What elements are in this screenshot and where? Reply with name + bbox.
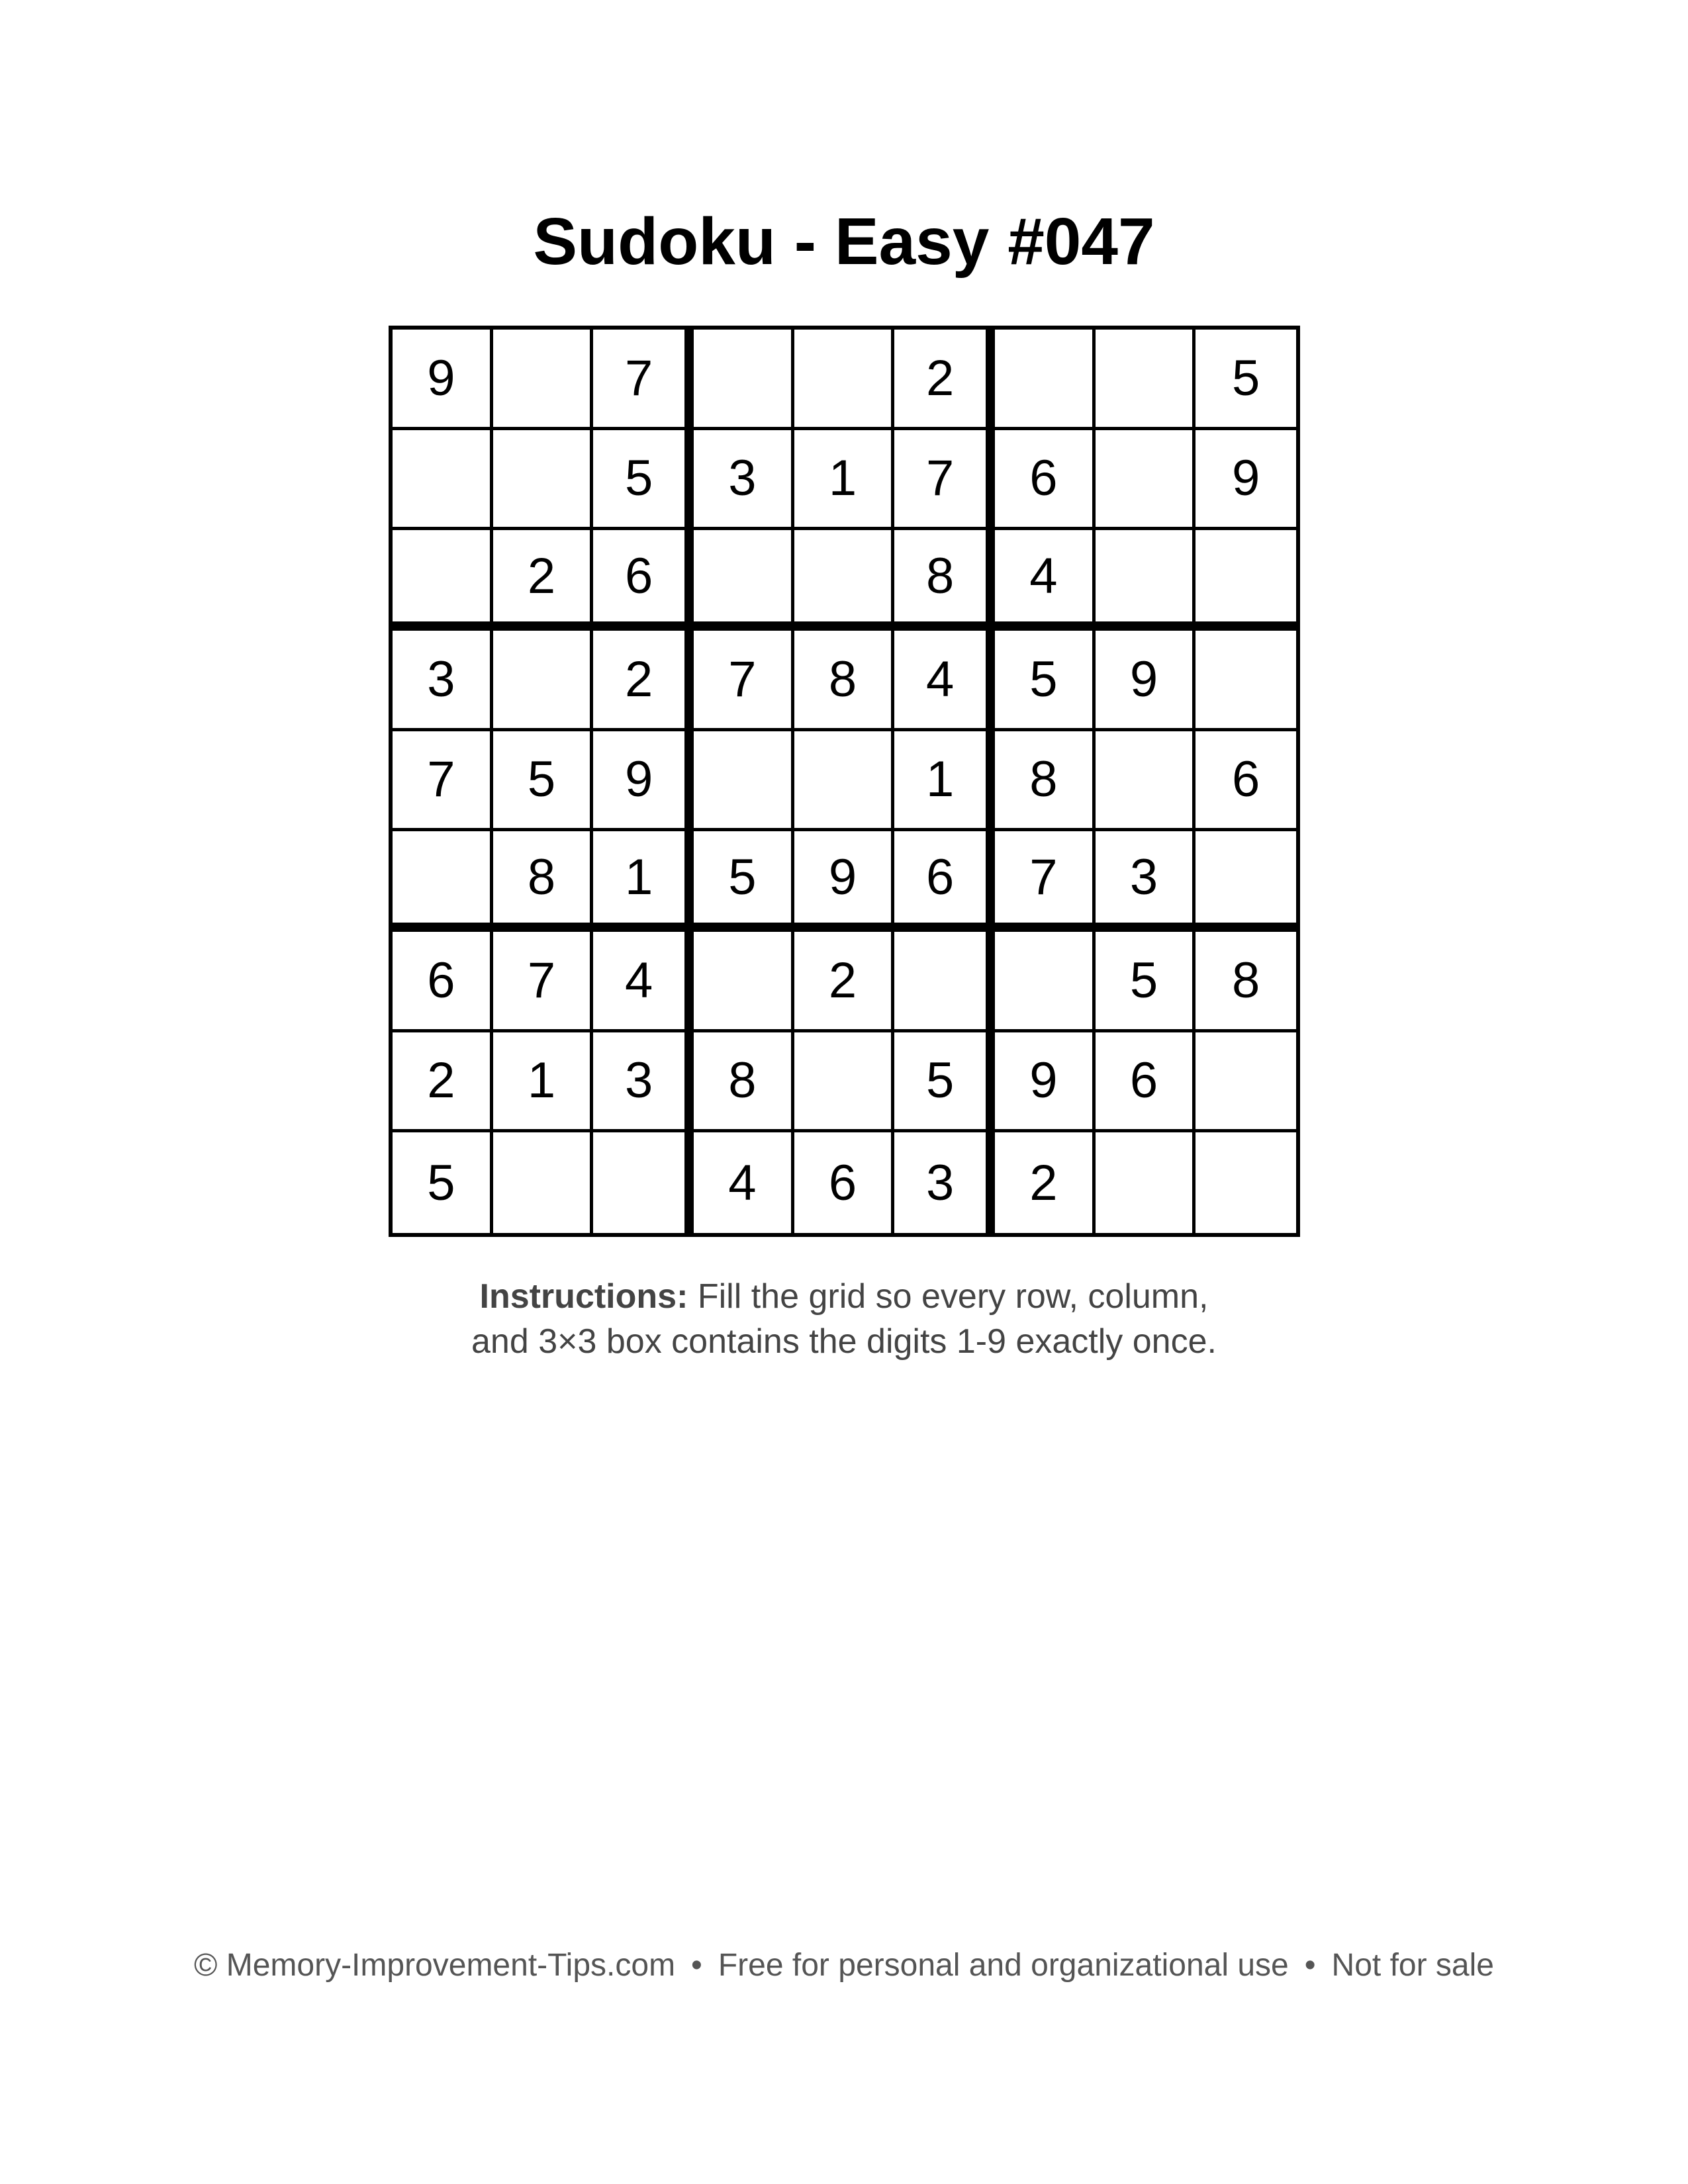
given-cell: 2 — [794, 932, 895, 1032]
given-cell: 2 — [493, 530, 594, 631]
given-cell: 8 — [1196, 932, 1296, 1032]
given-cell: 7 — [694, 631, 794, 731]
given-cell: 4 — [593, 932, 694, 1032]
empty-cell[interactable] — [1196, 1132, 1296, 1233]
given-cell: 5 — [593, 430, 694, 531]
empty-cell[interactable] — [1096, 731, 1196, 832]
instructions-text-1: Fill the grid so every row, column, — [688, 1277, 1209, 1316]
empty-cell[interactable] — [1096, 430, 1196, 531]
empty-cell[interactable] — [794, 731, 895, 832]
given-cell: 2 — [894, 330, 995, 430]
empty-cell[interactable] — [493, 1132, 594, 1233]
given-cell: 8 — [794, 631, 895, 731]
empty-cell[interactable] — [794, 1032, 895, 1133]
given-cell: 8 — [493, 831, 594, 932]
empty-cell[interactable] — [493, 430, 594, 531]
given-cell: 5 — [894, 1032, 995, 1133]
given-cell: 7 — [493, 932, 594, 1032]
empty-cell[interactable] — [593, 1132, 694, 1233]
empty-cell[interactable] — [393, 430, 493, 531]
given-cell: 3 — [593, 1032, 694, 1133]
instructions-line-1 — [0, 1274, 1688, 1319]
empty-cell[interactable] — [794, 330, 895, 430]
empty-cell[interactable] — [995, 330, 1096, 430]
empty-cell[interactable] — [694, 530, 794, 631]
empty-cell[interactable] — [1196, 530, 1296, 631]
empty-cell[interactable] — [493, 330, 594, 430]
given-cell: 6 — [393, 932, 493, 1032]
footer-separator: • — [1304, 1948, 1316, 1983]
given-cell: 1 — [593, 831, 694, 932]
given-cell: 9 — [995, 1032, 1096, 1133]
empty-cell[interactable] — [694, 731, 794, 832]
given-cell: 3 — [1096, 831, 1196, 932]
given-cell: 5 — [1196, 330, 1296, 430]
empty-cell[interactable] — [694, 330, 794, 430]
given-cell: 9 — [1096, 631, 1196, 731]
given-cell: 5 — [1096, 932, 1196, 1032]
empty-cell[interactable] — [694, 932, 794, 1032]
given-cell: 6 — [995, 430, 1096, 531]
given-cell: 2 — [393, 1032, 493, 1133]
given-cell: 4 — [995, 530, 1096, 631]
empty-cell[interactable] — [1196, 831, 1296, 932]
given-cell: 3 — [694, 430, 794, 531]
given-cell: 9 — [1196, 430, 1296, 531]
empty-cell[interactable] — [1096, 330, 1196, 430]
empty-cell[interactable] — [393, 831, 493, 932]
given-cell: 5 — [694, 831, 794, 932]
empty-cell[interactable] — [894, 932, 995, 1032]
given-cell: 9 — [593, 731, 694, 832]
given-cell: 9 — [794, 831, 895, 932]
given-cell: 6 — [894, 831, 995, 932]
given-cell: 5 — [995, 631, 1096, 731]
footer-license: Free for personal and organizational use — [718, 1948, 1289, 1983]
empty-cell[interactable] — [995, 932, 1096, 1032]
empty-cell[interactable] — [393, 530, 493, 631]
given-cell: 7 — [995, 831, 1096, 932]
given-cell: 3 — [894, 1132, 995, 1233]
given-cell: 7 — [393, 731, 493, 832]
given-cell: 2 — [995, 1132, 1096, 1233]
empty-cell[interactable] — [1096, 530, 1196, 631]
given-cell: 4 — [894, 631, 995, 731]
footer-copyright: © Memory-Improvement-Tips.com — [194, 1948, 676, 1983]
sudoku-grid — [389, 326, 1300, 1237]
empty-cell[interactable] — [1196, 1032, 1296, 1133]
given-cell: 6 — [794, 1132, 895, 1233]
given-cell: 6 — [1196, 731, 1296, 832]
given-cell: 1 — [493, 1032, 594, 1133]
page-title: Sudoku - Easy #047 — [533, 205, 1155, 279]
empty-cell[interactable] — [1096, 1132, 1196, 1233]
given-cell: 5 — [393, 1132, 493, 1233]
instructions — [0, 1274, 1688, 1364]
given-cell: 6 — [593, 530, 694, 631]
given-cell: 1 — [794, 430, 895, 531]
given-cell: 5 — [493, 731, 594, 832]
given-cell: 7 — [894, 430, 995, 531]
footer-notice: Not for sale — [1331, 1948, 1494, 1983]
given-cell: 4 — [694, 1132, 794, 1233]
given-cell: 8 — [995, 731, 1096, 832]
footer — [0, 1946, 1688, 1985]
given-cell: 8 — [694, 1032, 794, 1133]
instructions-line-2: and 3×3 box contains the digits 1-9 exactly once. — [471, 1322, 1217, 1361]
footer-separator: • — [691, 1948, 702, 1983]
given-cell: 7 — [593, 330, 694, 430]
given-cell: 1 — [894, 731, 995, 832]
given-cell: 6 — [1096, 1032, 1196, 1133]
given-cell: 2 — [593, 631, 694, 731]
empty-cell[interactable] — [493, 631, 594, 731]
given-cell: 3 — [393, 631, 493, 731]
instructions-label: Instructions: — [479, 1277, 688, 1316]
empty-cell[interactable] — [794, 530, 895, 631]
empty-cell[interactable] — [1196, 631, 1296, 731]
given-cell: 9 — [393, 330, 493, 430]
given-cell: 8 — [894, 530, 995, 631]
